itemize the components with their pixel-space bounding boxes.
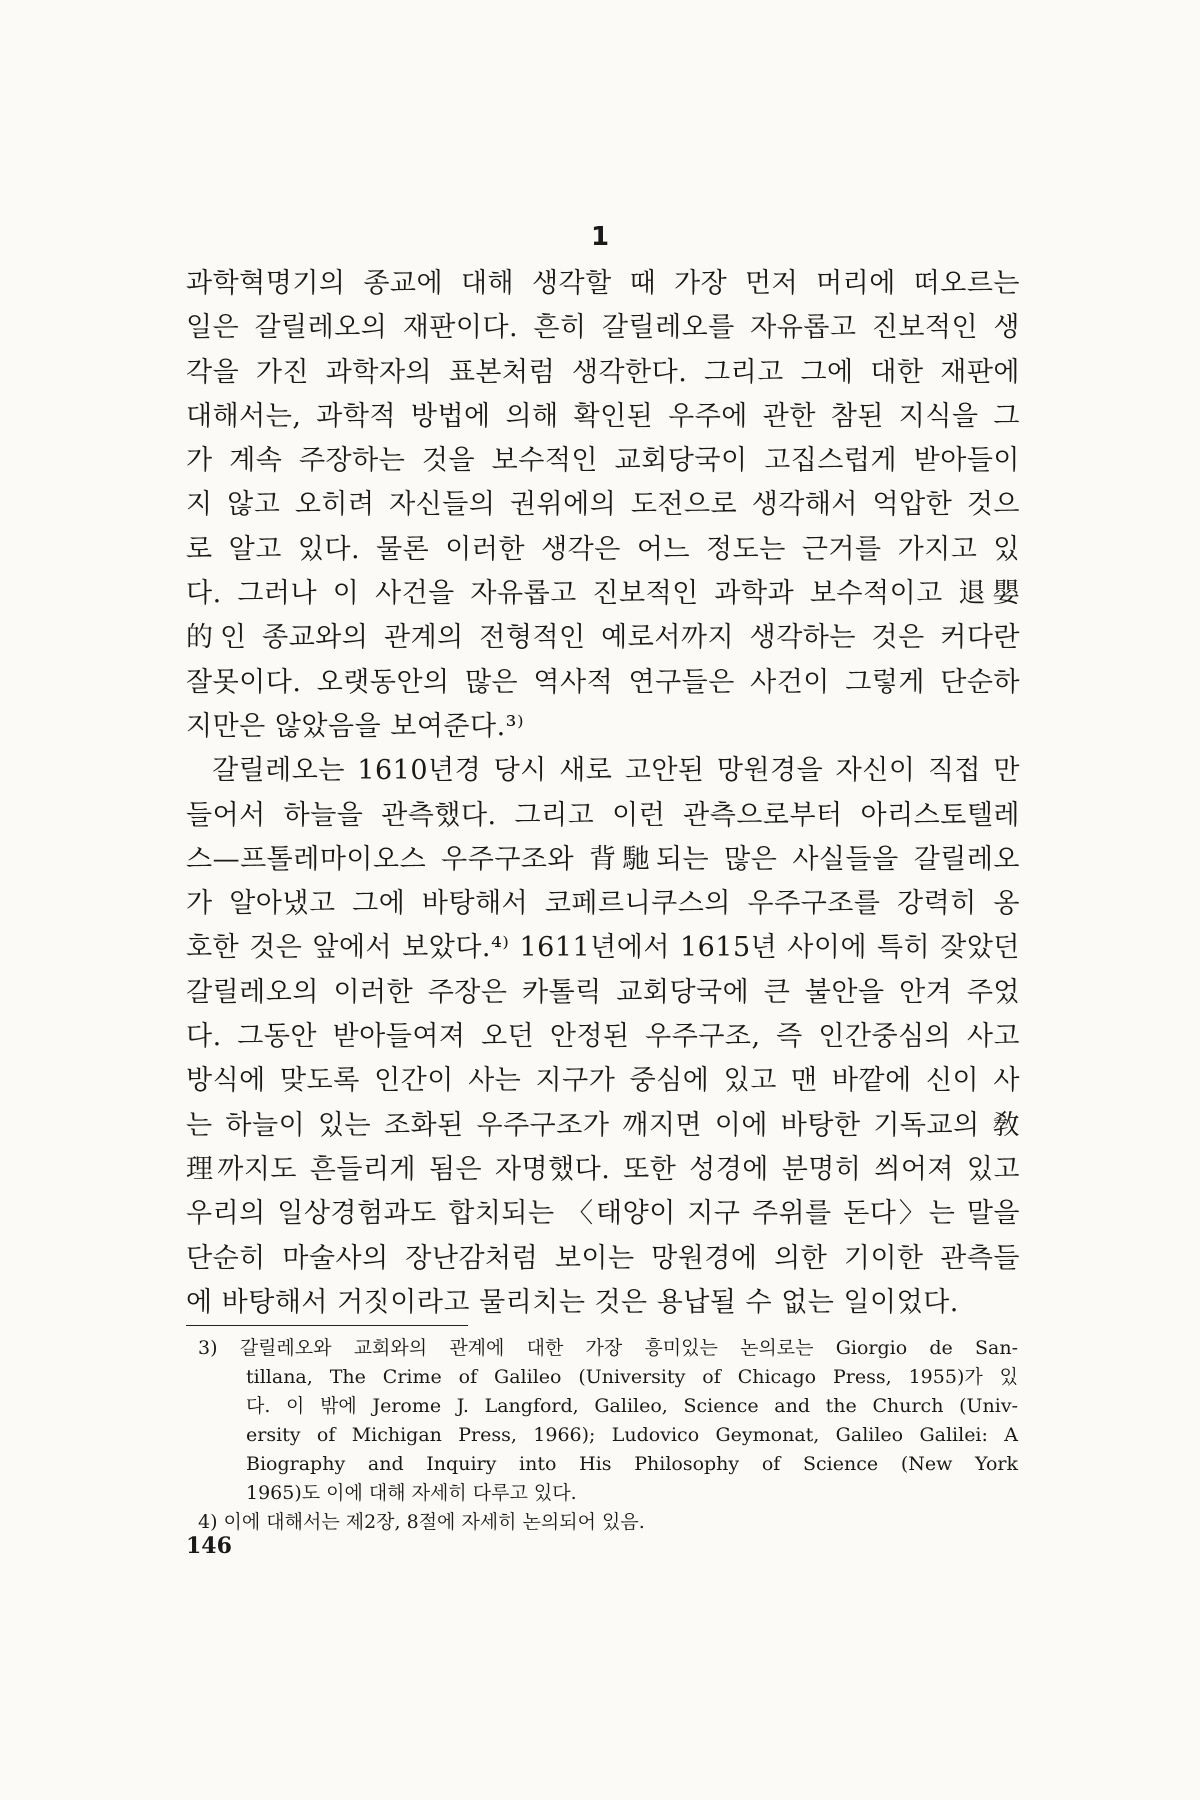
body-line: 지 않고 오히려 자신들의 권위에의 도전으로 생각해서 억압한 것으 [186, 489, 1020, 521]
body-line: 다. 그러나 이 사건을 자유롭고 진보적인 과학과 보수적이고 退嬰 [186, 578, 1020, 610]
footnote-line: 다. 이 밖에 Jerome J. Langford, Galileo, Science and the Church (Univ- [246, 1395, 1018, 1417]
section-number: 1 [590, 222, 610, 252]
body-line: 들어서 하늘을 관측했다. 그리고 이런 관측으로부터 아리스토텔레 [186, 799, 1020, 831]
body-line: 다. 그동안 받아들여져 오던 안정된 우주구조, 즉 인간중심의 사고 [186, 1021, 1020, 1053]
body-line: 스—프톨레마이오스 우주구조와 背馳되는 많은 사실들을 갈릴레오 [186, 843, 1020, 875]
body-line: 과학혁명기의 종교에 대해 생각할 때 가장 먼저 머리에 떠오르는 [186, 268, 1020, 299]
body-line: 지만은 않았음을 보여준다.³⁾ [186, 710, 525, 742]
footnotes [198, 1334, 1018, 1537]
body-line: 에 바탕해서 거짓이라고 물리치는 것은 용납될 수 없는 일이었다. [186, 1286, 959, 1318]
body-line: 로 알고 있다. 물론 이러한 생각은 어느 정도는 근거를 가지고 있 [186, 533, 1020, 565]
body-line: 방식에 맞도록 인간이 사는 지구가 중심에 있고 맨 바깥에 신이 사 [186, 1065, 1020, 1097]
footnote-line: 3) 갈릴레오와 교회와의 관계에 대한 가장 흥미있는 논의로는 Giorgio de San- [198, 1337, 1018, 1359]
page-number: 146 [186, 1533, 232, 1559]
footnote-line: 1965)도 이에 대해 자세히 다루고 있다. [246, 1482, 577, 1504]
body-line: 가 계속 주장하는 것을 보수적인 교회당국이 고집스럽게 받아들이 [186, 445, 1020, 477]
body-line: 는 하늘이 있는 조화된 우주구조가 깨지면 이에 바탕한 기독교의 敎 [186, 1109, 1020, 1141]
footnote-line: 4) 이에 대해서는 제2장, 8절에 자세히 논의되어 있음. [198, 1511, 645, 1533]
body-line: 갈릴레오의 이러한 주장은 카톨릭 교회당국에 큰 불안을 안겨 주었 [186, 976, 1020, 1008]
footnote-divider [186, 1325, 468, 1326]
footnote-line: ersity of Michigan Press, 1966); Ludovico Geymonat, Galileo Galilei: A [246, 1424, 1018, 1446]
body-line: 단순히 마술사의 장난감처럼 보이는 망원경에 의한 기이한 관측들 [186, 1242, 1020, 1274]
body-line: 잘못이다. 오랫동안의 많은 역사적 연구들은 사건이 그렇게 단순하 [186, 666, 1020, 698]
body-line: 的인 종교와의 관계의 전형적인 예로서까지 생각하는 것은 커다란 [186, 622, 1020, 654]
body-line: 대해서는, 과학적 방법에 의해 확인된 우주에 관한 참된 지식을 그 [186, 400, 1020, 432]
footnote-line: Biography and Inquiry into His Philosophy of Science (New York [246, 1453, 1018, 1475]
body-line: 갈릴레오는 1610년경 당시 새로 고안된 망원경을 자신이 직접 만 [212, 755, 1020, 787]
body-line: 理까지도 흔들리게 됨은 자명했다. 또한 성경에 분명히 씌어져 있고 [186, 1153, 1020, 1185]
body-text [186, 262, 1020, 1325]
body-line: 우리의 일상경험과도 합치되는 〈태양이 지구 주위를 돈다〉는 말을 [186, 1198, 1020, 1230]
body-line: 각을 가진 과학자의 표본처럼 생각한다. 그리고 그에 대한 재판에 [186, 356, 1020, 388]
body-line: 가 알아냈고 그에 바탕해서 코페르니쿠스의 우주구조를 강력히 옹 [186, 888, 1020, 920]
body-line: 일은 갈릴레오의 재판이다. 흔히 갈릴레오를 자유롭고 진보적인 생 [186, 312, 1020, 344]
body-line: 호한 것은 앞에서 보았다.⁴⁾ 1611년에서 1615년 사이에 특히 잦았던 [186, 932, 1020, 964]
footnote-line: tillana, The Crime of Galileo (University of Chicago Press, 1955)가 있 [246, 1366, 1018, 1388]
